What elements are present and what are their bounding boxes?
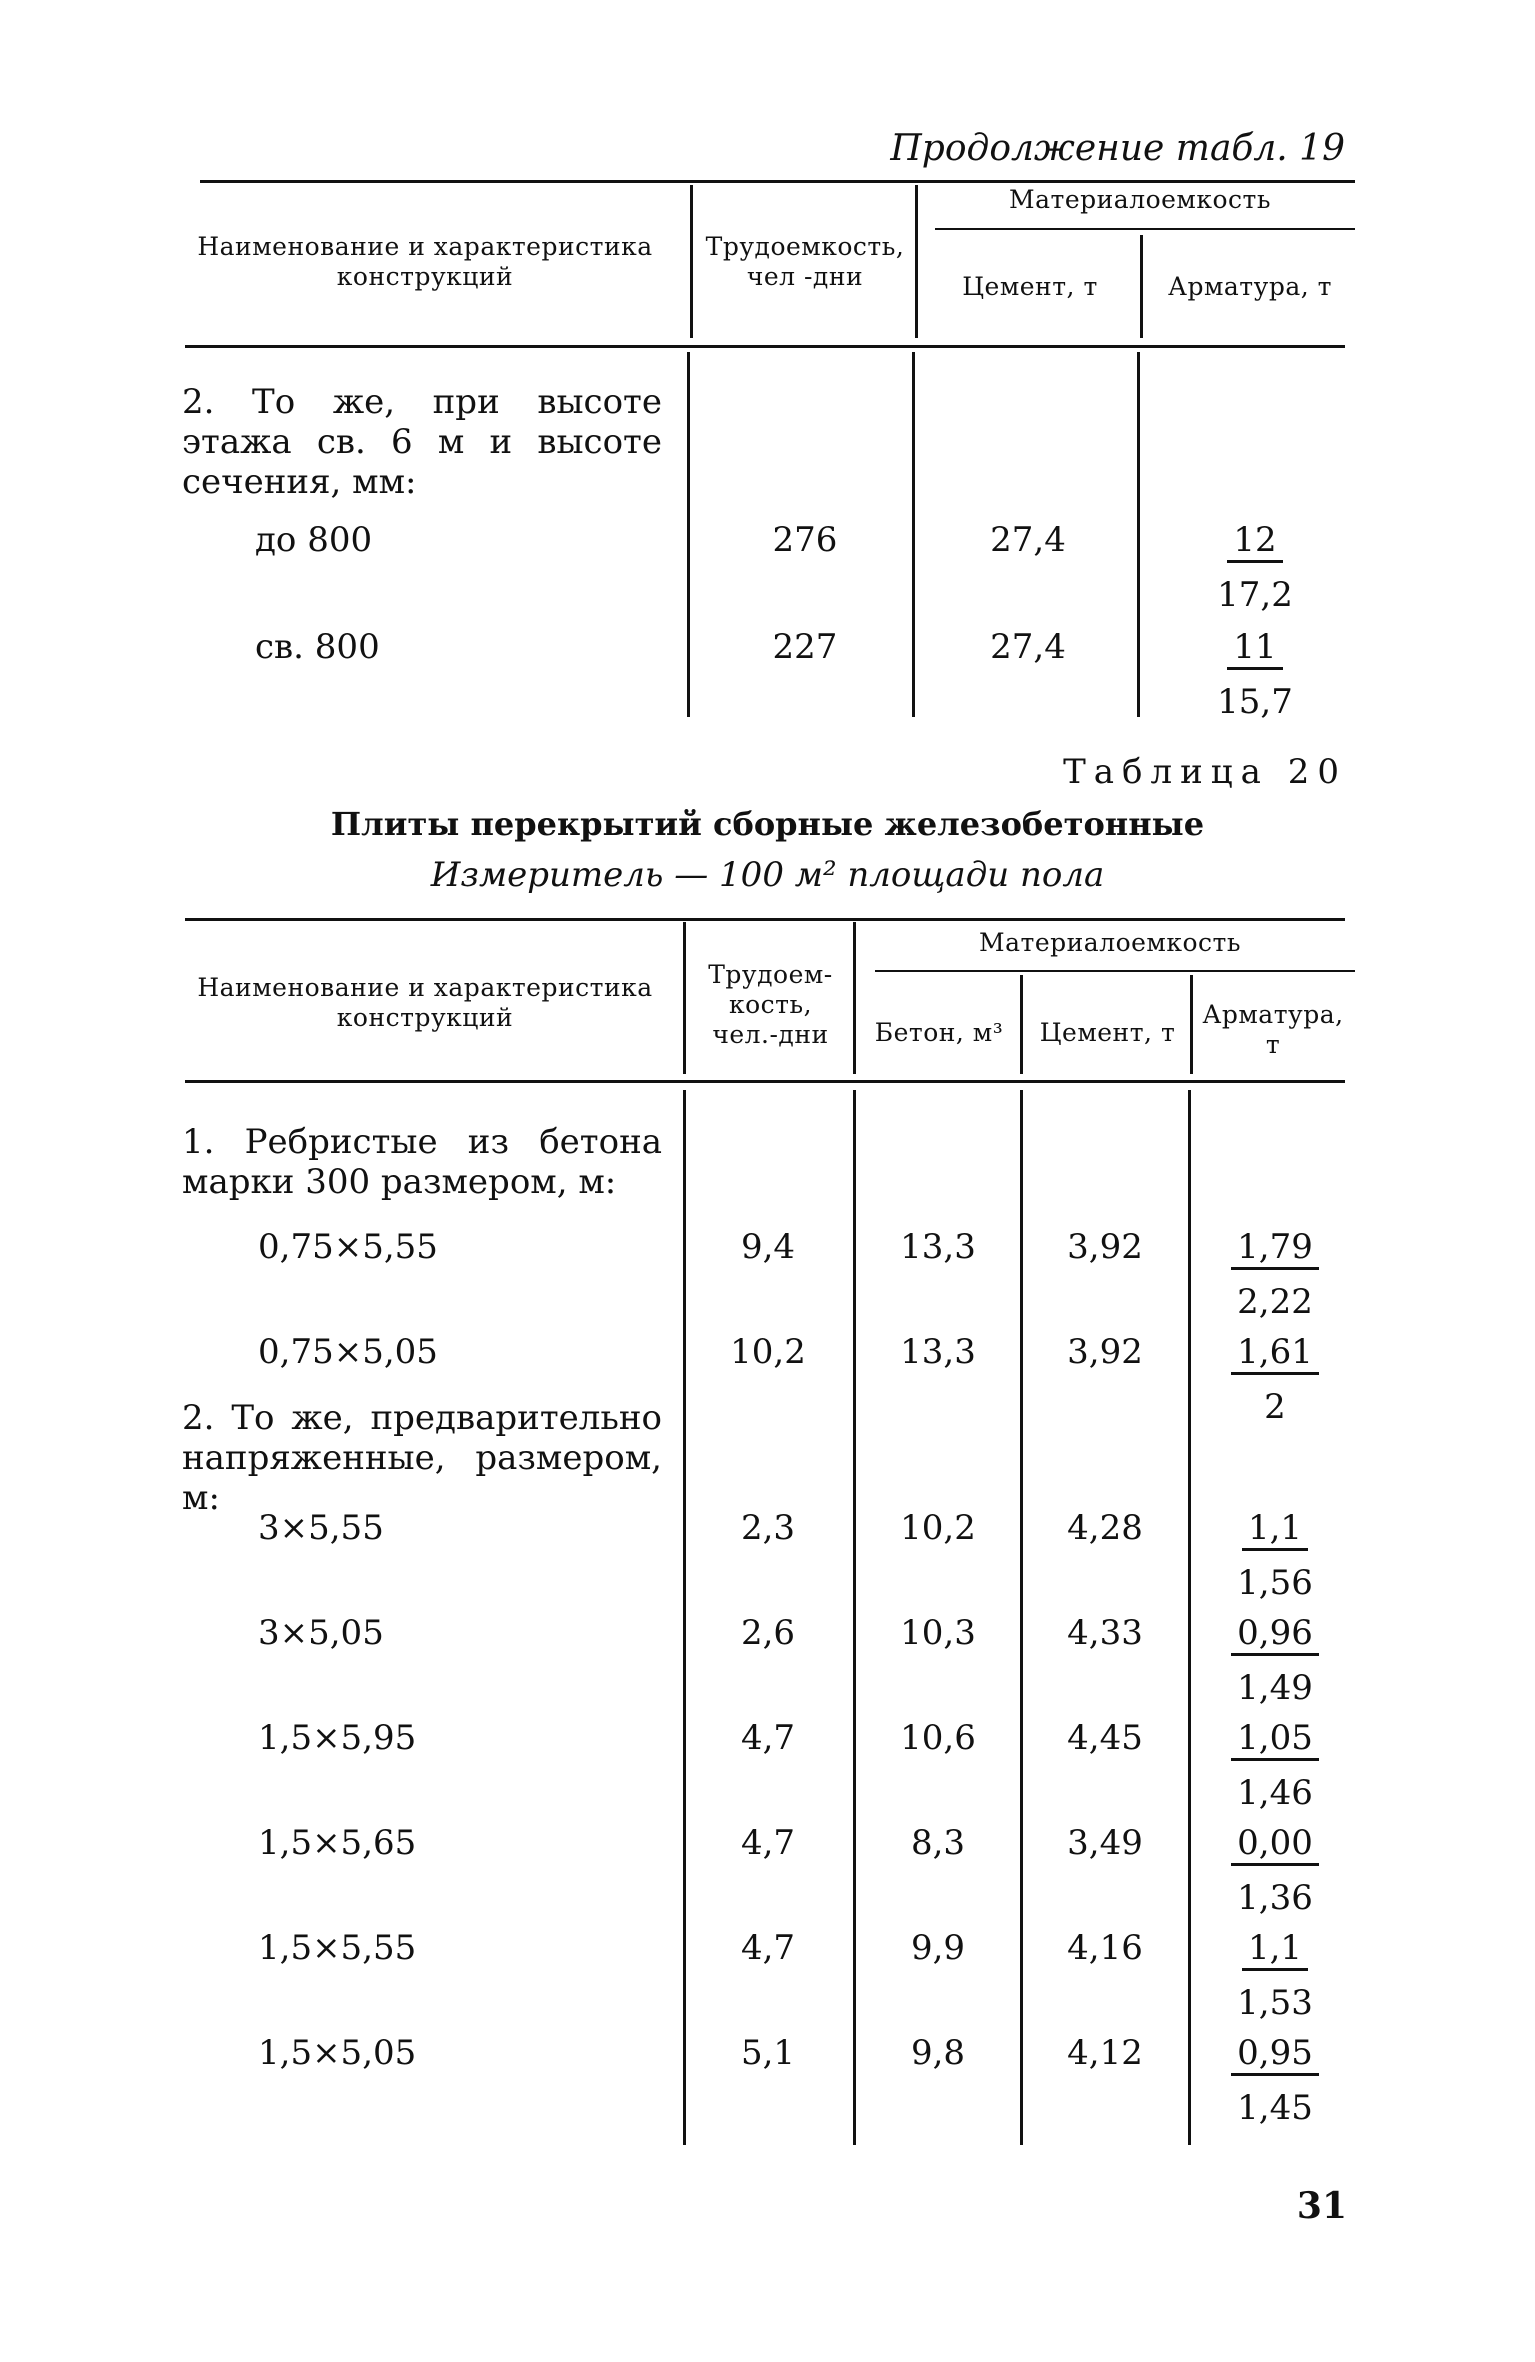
fraction-denominator: 1,36 <box>1237 1878 1313 1918</box>
t19-header-cement: Цемент, т <box>962 272 1098 301</box>
t20-vline-2 <box>853 922 856 1074</box>
t20-row-labor: 4,7 <box>740 1718 796 1758</box>
t19-header-rebar: Арматура, т <box>1168 272 1332 301</box>
fraction-denominator: 15,7 <box>1217 682 1293 722</box>
t19-header-labor: Трудоемкость, чел -дни <box>705 232 905 291</box>
t20-row-cement: 4,12 <box>1067 2033 1143 2073</box>
t19-vline-1 <box>690 185 693 338</box>
t20-row-cement: 3,92 <box>1067 1227 1143 1267</box>
table-unit: Измеритель — 100 м² площади пола <box>430 855 1105 895</box>
t19-vline-2 <box>915 185 918 338</box>
t20-row-concrete: 8,3 <box>910 1823 966 1863</box>
fraction-denominator: 1,53 <box>1237 1983 1313 2023</box>
t19-header-material: Материалоемкость <box>1009 185 1271 214</box>
t19-body-vline-2 <box>912 352 915 717</box>
fraction-denominator: 2 <box>1264 1387 1286 1427</box>
t19-row-cement: 27,4 <box>990 520 1066 560</box>
t20-row-concrete: 9,8 <box>910 2033 966 2073</box>
t20-row-labor: 2,3 <box>740 1508 796 1548</box>
t19-row-labor: 276 <box>772 520 838 560</box>
fraction-denominator: 1,56 <box>1237 1563 1313 1603</box>
t20-row-rebar-fraction <box>1205 1718 1345 1813</box>
fraction-numerator: 11 <box>1227 627 1282 670</box>
t20-row-name: 1,5×5,55 <box>258 1928 417 1968</box>
t20-section-2: 2. То же, предварительно напряженные, размером, м: <box>182 1398 662 1518</box>
fraction-numerator: 12 <box>1227 520 1282 563</box>
fraction-numerator: 0,95 <box>1231 2033 1319 2076</box>
t20-row-labor: 10,2 <box>730 1332 806 1372</box>
t20-material-rule <box>875 970 1355 972</box>
fraction-numerator: 1,1 <box>1242 1928 1308 1971</box>
t20-row-name: 0,75×5,05 <box>258 1332 438 1372</box>
t20-section-1: 1. Ребристые из бетона марки 300 размером, м: <box>182 1122 662 1202</box>
t20-row-rebar-fraction <box>1205 1508 1345 1603</box>
t20-row-labor: 4,7 <box>740 1823 796 1863</box>
t20-header-labor: Трудоем- кость, чел.-дни <box>708 960 833 1049</box>
t20-header-concrete: Бетон, м³ <box>874 1018 1004 1047</box>
t20-row-cement: 3,92 <box>1067 1332 1143 1372</box>
t20-top-rule <box>185 918 1345 921</box>
t20-vline-4 <box>1190 975 1193 1074</box>
fraction-denominator: 1,45 <box>1237 2088 1313 2128</box>
table-title: Плиты перекрытий сборные железобетонные <box>330 805 1205 843</box>
fraction-numerator: 1,05 <box>1231 1718 1319 1761</box>
t19-row-name: до 800 <box>255 520 373 560</box>
t20-row-name: 1,5×5,95 <box>258 1718 417 1758</box>
t19-top-rule <box>200 180 1355 183</box>
fraction-denominator: 17,2 <box>1217 575 1293 615</box>
t20-row-rebar-fraction <box>1205 1227 1345 1322</box>
t19-row-rebar-fraction <box>1185 627 1325 722</box>
t19-vline-3 <box>1140 235 1143 338</box>
fraction-denominator: 1,46 <box>1237 1773 1313 1813</box>
t20-row-concrete: 9,9 <box>910 1928 966 1968</box>
fraction-denominator: 2,22 <box>1237 1282 1313 1322</box>
t20-row-cement: 4,33 <box>1067 1613 1143 1653</box>
fraction-numerator: 0,96 <box>1231 1613 1319 1656</box>
fraction-numerator: 1,79 <box>1231 1227 1319 1270</box>
t20-row-labor: 9,4 <box>740 1227 796 1267</box>
t20-row-concrete: 10,2 <box>900 1508 976 1548</box>
t20-row-concrete: 10,3 <box>900 1613 976 1653</box>
t20-row-name: 3×5,05 <box>258 1613 384 1653</box>
t20-row-cement: 4,16 <box>1067 1928 1143 1968</box>
t20-row-name: 1,5×5,05 <box>258 2033 417 2073</box>
t20-vline-3 <box>1020 975 1023 1074</box>
t19-body-vline-3 <box>1137 352 1140 717</box>
t19-section-text: 2. То же, при высоте этажа св. 6 м и высоте сечения, мм: <box>182 382 662 502</box>
t20-header-cement: Цемент, т <box>1039 1018 1176 1047</box>
t20-vline-1 <box>683 922 686 1074</box>
t20-row-rebar-fraction <box>1205 1928 1345 2023</box>
t20-row-name: 1,5×5,65 <box>258 1823 417 1863</box>
t19-material-rule <box>935 228 1355 230</box>
t20-row-concrete: 13,3 <box>900 1332 976 1372</box>
fraction-numerator: 1,61 <box>1231 1332 1319 1375</box>
t19-header-bottom-rule <box>185 345 1345 348</box>
t20-row-cement: 3,49 <box>1067 1823 1143 1863</box>
t19-row-labor: 227 <box>772 627 838 667</box>
t20-row-cement: 4,45 <box>1067 1718 1143 1758</box>
t20-row-labor: 4,7 <box>740 1928 796 1968</box>
fraction-denominator: 1,49 <box>1237 1668 1313 1708</box>
t20-row-name: 3×5,55 <box>258 1508 384 1548</box>
t20-header-material: Материалоемкость <box>979 928 1241 957</box>
t20-row-rebar-fraction <box>1205 1613 1345 1708</box>
t19-body-vline-1 <box>687 352 690 717</box>
t20-row-rebar-fraction <box>1205 2033 1345 2128</box>
table-label: Таблица 20 <box>1063 752 1347 792</box>
t20-row-concrete: 13,3 <box>900 1227 976 1267</box>
t20-row-rebar-fraction <box>1205 1823 1345 1918</box>
t20-header-rebar: Арматура, т <box>1202 1000 1344 1059</box>
t20-row-rebar-fraction <box>1205 1332 1345 1427</box>
t19-row-rebar-fraction <box>1185 520 1325 615</box>
page-number: 31 <box>1296 2185 1347 2227</box>
t20-row-labor: 5,1 <box>740 2033 796 2073</box>
t20-header-name: Наименование и характеристика конструкций <box>197 973 653 1032</box>
t19-row-cement: 27,4 <box>990 627 1066 667</box>
t19-header-name: Наименование и характеристика конструкций <box>197 232 653 291</box>
t20-row-cement: 4,28 <box>1067 1508 1143 1548</box>
t19-row-name: св. 800 <box>255 627 380 667</box>
t20-row-concrete: 10,6 <box>900 1718 976 1758</box>
t20-row-labor: 2,6 <box>740 1613 796 1653</box>
continuation-caption: Продолжение табл. 19 <box>890 128 1345 169</box>
fraction-numerator: 1,1 <box>1242 1508 1308 1551</box>
fraction-numerator: 0,00 <box>1231 1823 1319 1866</box>
t20-header-bottom-rule <box>185 1080 1345 1083</box>
t20-row-name: 0,75×5,55 <box>258 1227 438 1267</box>
